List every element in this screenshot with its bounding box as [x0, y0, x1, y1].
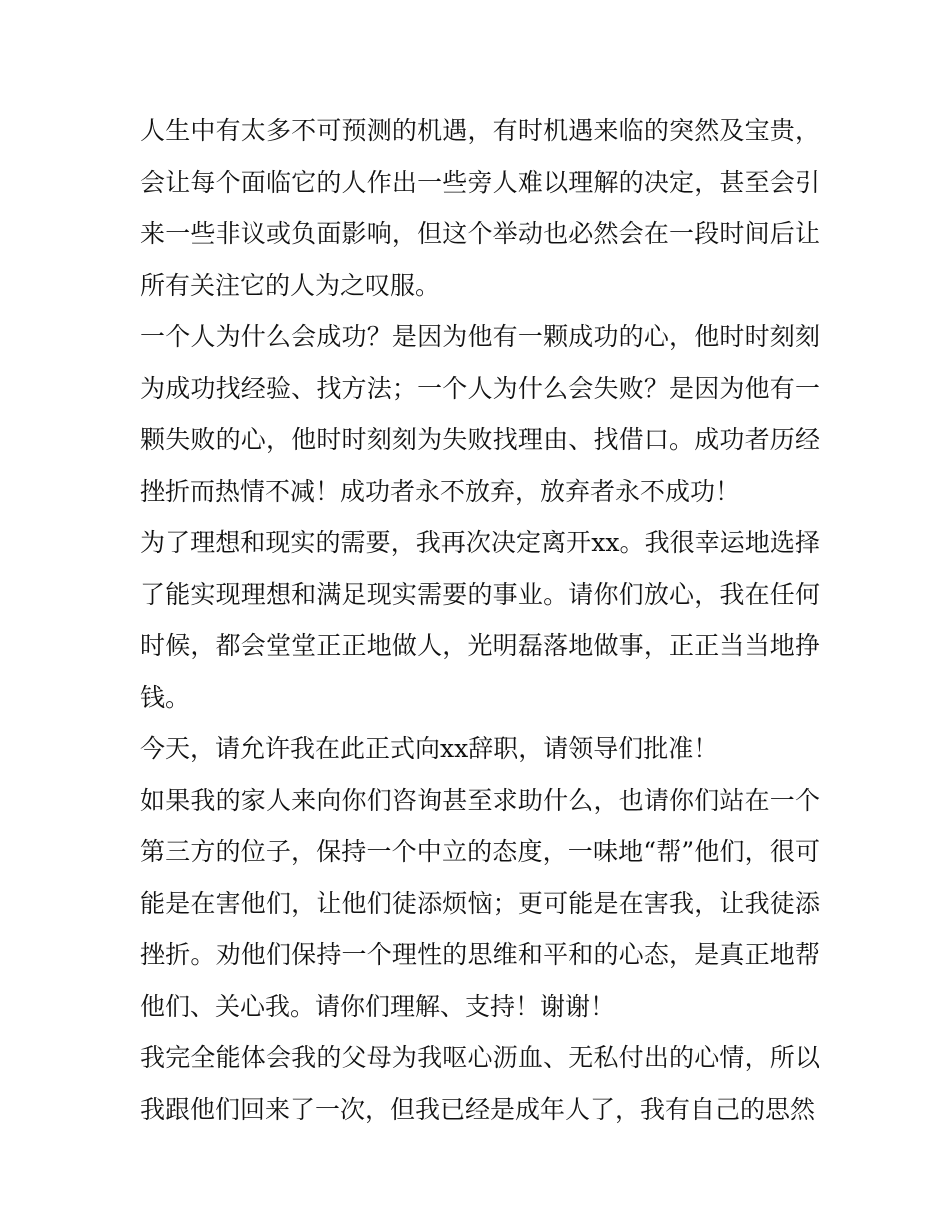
paragraph-resignation: 今天，请允许我在此正式向xx辞职，请领导们批准！ — [140, 734, 719, 763]
paragraph-opportunity: 人生中有太多不可预测的机遇，有时机遇来临的突然及宝贵，会让每个面临它的人作出一些旁人难以理解的决定，甚至会引来一些非议或负面影响，但这个举动也必然会在一段时间后让所有关注它的人为之叹服。 — [140, 116, 820, 300]
paragraph-family: 如果我的家人来向你们咨询甚至求助什么，也请你们站在一个第三方的位子，保持一个中立的态度，一味地“帮”他们，很可能是在害他们，让他们徒添烦恼；更可能是在害我，让我徒添挫折。劝他们保持一个理性的思维和平和的心态，是真正地帮他们、关心我。请你们理解、支持！谢谢！ — [140, 785, 820, 1021]
paragraph-decision: 为了理想和现实的需要，我再次决定离开xx。我很幸运地选择了能实现理想和满足现实需要的事业。请你们放心，我在任何时候，都会堂堂正正地做人，光明磊落地做事，正正当当地挣钱。 — [140, 528, 820, 712]
document-body — [140, 105, 820, 1135]
paragraph-parents: 我完全能体会我的父母为我呕心沥血、无私付出的心情，所以我跟他们回来了一次，但我已经是成年人了，我有自己的思然 — [140, 1043, 820, 1124]
paragraph-success: 一个人为什么会成功？是因为他有一颗成功的心，他时时刻刻为成功找经验、找方法；一个人为什么会失败？是因为他有一颗失败的心，他时时刻刻为失败找理由、找借口。成功者历经挫折而热情不减！成功者永不放弃，放弃者永不成功！ — [140, 322, 820, 506]
